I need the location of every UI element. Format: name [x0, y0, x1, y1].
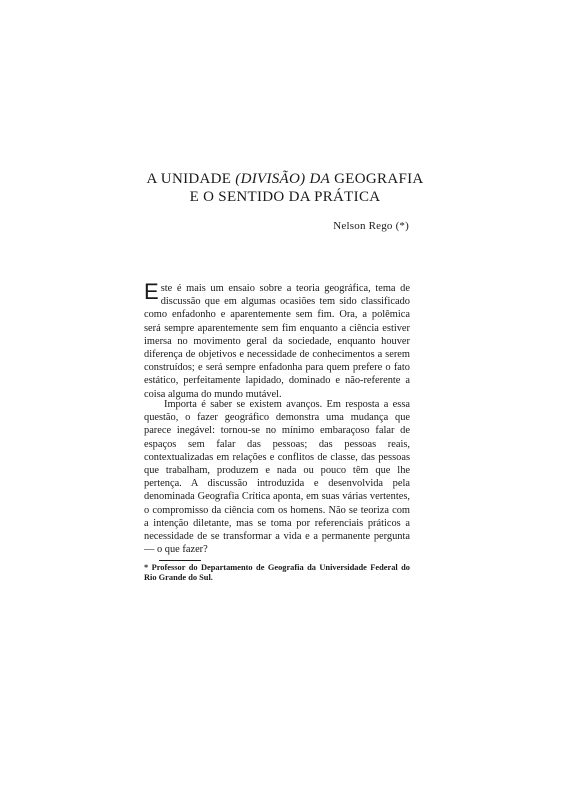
- paragraph-1: [144, 279, 410, 401]
- title-line-1: [140, 170, 430, 188]
- title-line-2: E O SENTIDO DA PRÁTICA: [189, 189, 381, 205]
- title-segment: GEOGRAFIA: [330, 171, 424, 187]
- paragraph-2: Importa é saber se existem avanços. Em resposta a essa questão, o fazer geográfico demonstra uma mudança que parece inegável: tornou-se no mínimo embaraçoso falar de espaços sem falar das pessoas; das pessoas reais, contextualizadas em relações e conflitos de classe, das pessoas que trabalham, produzem e nada ou pouco têm que lhe pertença. A discussão introduzida e desenvolvida pela denominada Geografia Crítica aponta, em suas várias vertentes, o compromisso da ciência com os homens. Não se teoriza com a intenção diletante, mas se toma por referenciais práticos a necessidade de se transformar a vida e a permanente pergunta — o que fazer?: [144, 399, 410, 556]
- title-segment: A UNIDADE: [146, 171, 236, 187]
- title-italic-segment: (DIVISÃO) DA: [235, 171, 331, 187]
- footnote-divider: [159, 560, 201, 561]
- author-name: Nelson Rego (*): [333, 220, 409, 232]
- article-title: [140, 170, 430, 206]
- footnote: * Professor do Departamento de Geografia da Universidade Federal do Rio Grande do Sul.: [144, 563, 410, 582]
- drop-cap: E: [144, 279, 159, 304]
- paragraph-1-text: ste é mais um ensaio sobre a teoria geográfica, tema de discussão que em algumas ocasiões tem sido classificado como enfadonho e aparentemente sem fim. Ora, a polêmica será sempre aparentemente sem fim enquanto a ciência estiver imersa no movimento geral da sociedade, enquanto houver diferença de objetivos e necessidade de conhecimentos a serem construídos; e será sempre enfadonha para quem prefere o fato estático, perfeitamente lapidado, dominado e não-referente a coisa alguma do mundo mutável.: [144, 283, 410, 400]
